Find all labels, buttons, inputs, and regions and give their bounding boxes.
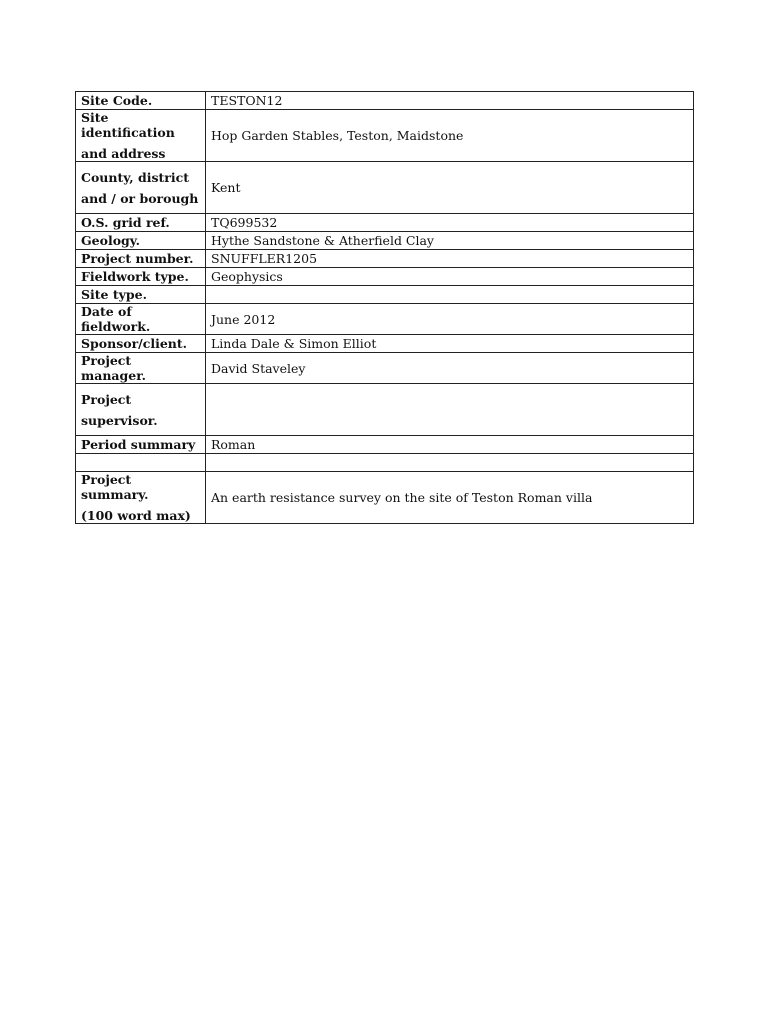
row-label [76, 92, 206, 110]
table-row [76, 214, 694, 232]
row-label-text: Site Code. [81, 93, 153, 108]
row-label-text: Period summary [81, 437, 196, 452]
row-value: Linda Dale & Simon Elliot [206, 335, 694, 353]
row-label-text: Sponsor/client. [81, 336, 187, 351]
row-label-text: Project number. [81, 251, 194, 266]
row-label [76, 454, 206, 472]
row-label [76, 162, 206, 214]
row-label [76, 335, 206, 353]
row-label-text: and / or borough [81, 190, 199, 206]
row-value: Roman [206, 436, 694, 454]
row-value: David Staveley [206, 353, 694, 384]
table-row [76, 472, 694, 524]
row-label [76, 304, 206, 335]
row-label-text: supervisor. [81, 412, 158, 428]
row-label [76, 472, 206, 524]
row-label [76, 232, 206, 250]
row-label-text: Fieldwork type. [81, 269, 189, 284]
table-row [76, 232, 694, 250]
row-label [76, 353, 206, 384]
row-value: TESTON12 [206, 92, 694, 110]
row-value: TQ699532 [206, 214, 694, 232]
row-label [76, 268, 206, 286]
table-row [76, 92, 694, 110]
table-row [76, 335, 694, 353]
table-row [76, 454, 694, 472]
row-label [76, 286, 206, 304]
table-row [76, 268, 694, 286]
table-row [76, 110, 694, 162]
project-summary-form-table [75, 91, 694, 524]
row-value: An earth resistance survey on the site of Teston Roman villa [206, 472, 694, 524]
row-value: Geophysics [206, 268, 694, 286]
row-value: Hythe Sandstone & Atherfield Clay [206, 232, 694, 250]
row-label-text: County, district [81, 169, 190, 185]
row-value: SNUFFLER1205 [206, 250, 694, 268]
table-row [76, 162, 694, 214]
row-label [76, 436, 206, 454]
row-value [206, 286, 694, 304]
table-row [76, 353, 694, 384]
row-value [206, 384, 694, 436]
row-label-text: Date of fieldwork. [81, 304, 151, 334]
row-label-text: Project summary. [81, 472, 149, 502]
table-row [76, 436, 694, 454]
row-label-text: (100 word max) [81, 508, 191, 523]
row-label-text: Project [81, 391, 132, 407]
table-row [76, 304, 694, 335]
row-label-text: Geology. [81, 233, 140, 248]
row-value: Kent [206, 162, 694, 214]
row-label-text: Site type. [81, 287, 147, 302]
row-value [206, 454, 694, 472]
table-row [76, 250, 694, 268]
row-label [76, 384, 206, 436]
row-label [76, 214, 206, 232]
row-label [76, 110, 206, 162]
row-label-text: O.S. grid ref. [81, 215, 170, 230]
row-value: June 2012 [206, 304, 694, 335]
row-label-text: Site identification [81, 110, 175, 140]
row-label-text: Project manager. [81, 353, 146, 383]
row-label-text: and address [81, 146, 166, 161]
table-row [76, 286, 694, 304]
row-label [76, 250, 206, 268]
table-row [76, 384, 694, 436]
row-value: Hop Garden Stables, Teston, Maidstone [206, 110, 694, 162]
